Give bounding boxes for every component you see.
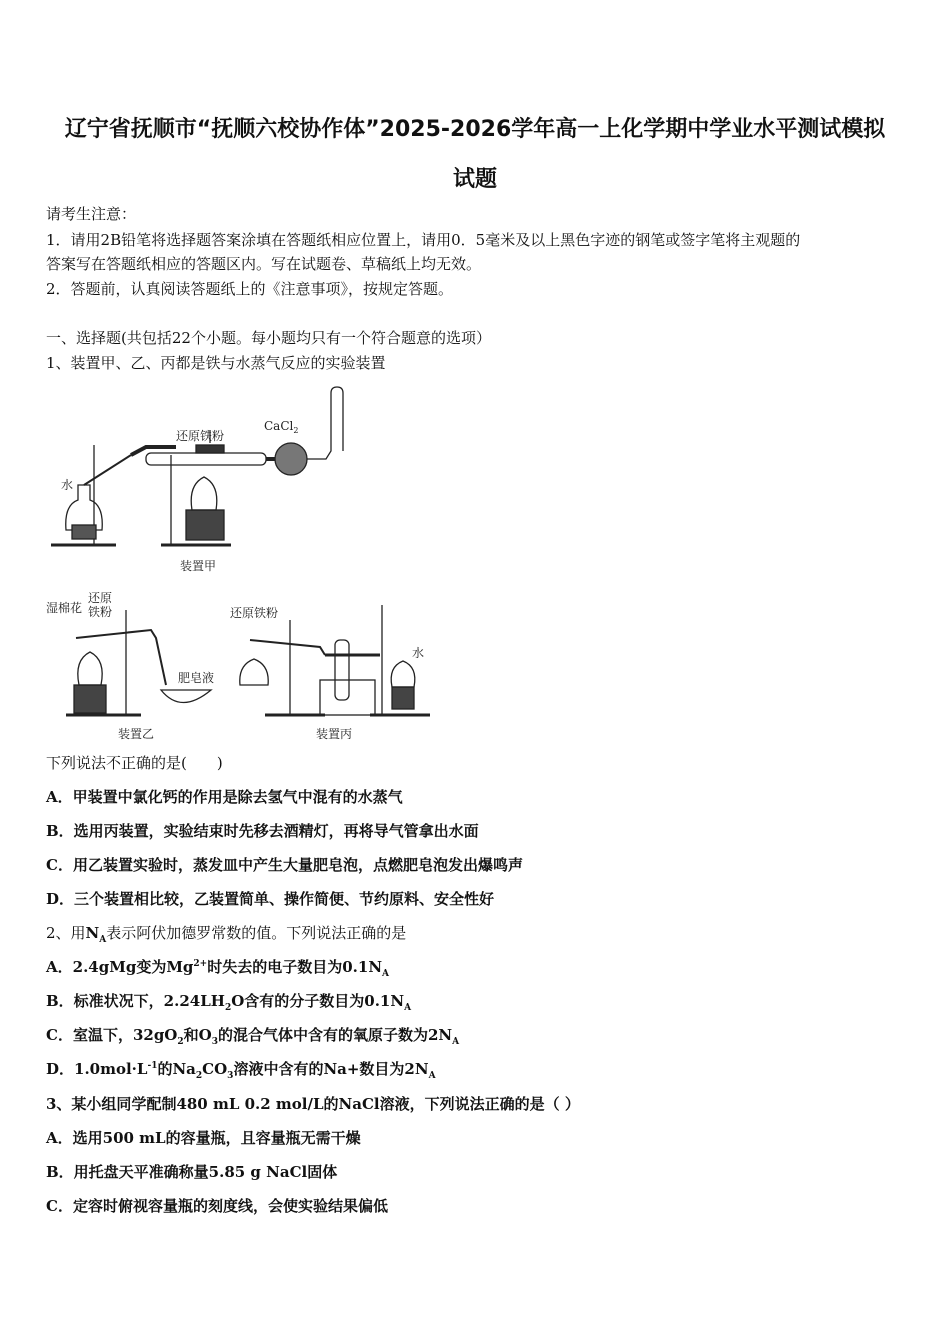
apparatus-bing-figure	[230, 595, 440, 745]
notice-item-1-continued: 答案写在答题纸相应的答题区内。写在试题卷、草稿纸上均无效。	[46, 255, 482, 273]
question-2-option-b: B．标准状况下，$2.24LH_2O$含有的分子数目为$0.1N_A$	[46, 992, 412, 1013]
iron-powder-label-jia: 还原铁粉	[176, 429, 225, 443]
apparatus-jia-caption: 装置甲	[180, 559, 217, 573]
question-1-prompt: 下列说法不正确的是( )	[46, 754, 223, 772]
question-3-option-c: C．定容时俯视容量瓶的刻度线，会使实验结果偏低	[46, 1197, 388, 1215]
iron-label-yi-line2: 铁粉	[88, 605, 113, 619]
notice-item-2: 2．答题前，认真阅读答题纸上的《注意事项》，按规定答题。	[46, 280, 454, 298]
question-2-stem: 2、用$N_A$表示阿伏加德罗常数的值。下列说法正确的是	[46, 924, 407, 945]
water-label-bing: 水	[412, 646, 425, 660]
apparatus-yi-caption: 装置乙	[118, 727, 155, 741]
document-title-continued: 试题	[452, 167, 497, 192]
question-2-option-d: D．$1.0mol\cdot L^{-1}$的$Na_2CO_3$溶液中含有的Na+数目为$2N_A$	[46, 1060, 436, 1081]
question-1-option-c: C．用乙装置实验时，蒸发皿中产生大量肥皂泡，点燃肥皂泡发出爆鸣声	[46, 856, 523, 874]
water-label-jia: 水	[61, 478, 74, 492]
document-title: 辽宁省抚顺市“抚顺六校协作体”2025-2026学年高一上化学期中学业水平测试模拟	[64, 117, 886, 142]
section-heading: 一、选择题(共包括22个小题。每小题均只有一个符合题意的选项）	[46, 329, 491, 347]
question-2-option-c: C．室温下，$32gO_2$和$O_3$的混合气体中含有的氧原子数为$2N_A$	[46, 1026, 460, 1047]
question-2-option-a: A．2.4gMg变为$Mg^{2+}$时失去的电子数目为$0.1N_A$	[46, 958, 390, 979]
soap-solution-label: 肥皂液	[178, 671, 215, 685]
question-3-option-a: A．选用500 mL的容量瓶，且容量瓶无需干燥	[46, 1129, 361, 1147]
question-1-option-d: D．三个装置相比较，乙装置简单、操作简便、节约原料、安全性好	[46, 890, 495, 908]
apparatus-bing-caption: 装置丙	[316, 727, 353, 741]
question-3-stem: 3、某小组同学配制480 mL 0.2 mol/L的NaCl溶液，下列说法正确的是（ ）	[46, 1095, 580, 1113]
apparatus-yi-figure	[46, 590, 226, 745]
notice-heading: 请考生注意：	[46, 205, 137, 223]
question-1-option-b: B．选用丙装置，实验结束时先移去酒精灯，再将导气管拿出水面	[46, 822, 479, 840]
iron-powder-label-bing: 还原铁粉	[230, 606, 279, 620]
question-1-option-a: A．甲装置中氯化钙的作用是除去氢气中混有的水蒸气	[46, 788, 403, 806]
question-3-option-b: B．用托盘天平准确称量5.85 g NaCl固体	[46, 1163, 338, 1181]
iron-label-yi-line1: 还原	[88, 591, 113, 605]
question-1-stem: 1、装置甲、乙、丙都是铁与水蒸气反应的实验装置	[46, 354, 386, 372]
wet-cotton-label: 湿棉花	[46, 601, 83, 615]
apparatus-jia-figure	[46, 385, 366, 580]
notice-item-1: 1．请用2B铅笔将选择题答案涂填在答题纸相应位置上，请用0．5毫米及以上黑色字迹的钢笔或签字笔将主观题的	[46, 231, 801, 249]
cacl2-label: CaCl$_2$	[264, 419, 299, 435]
